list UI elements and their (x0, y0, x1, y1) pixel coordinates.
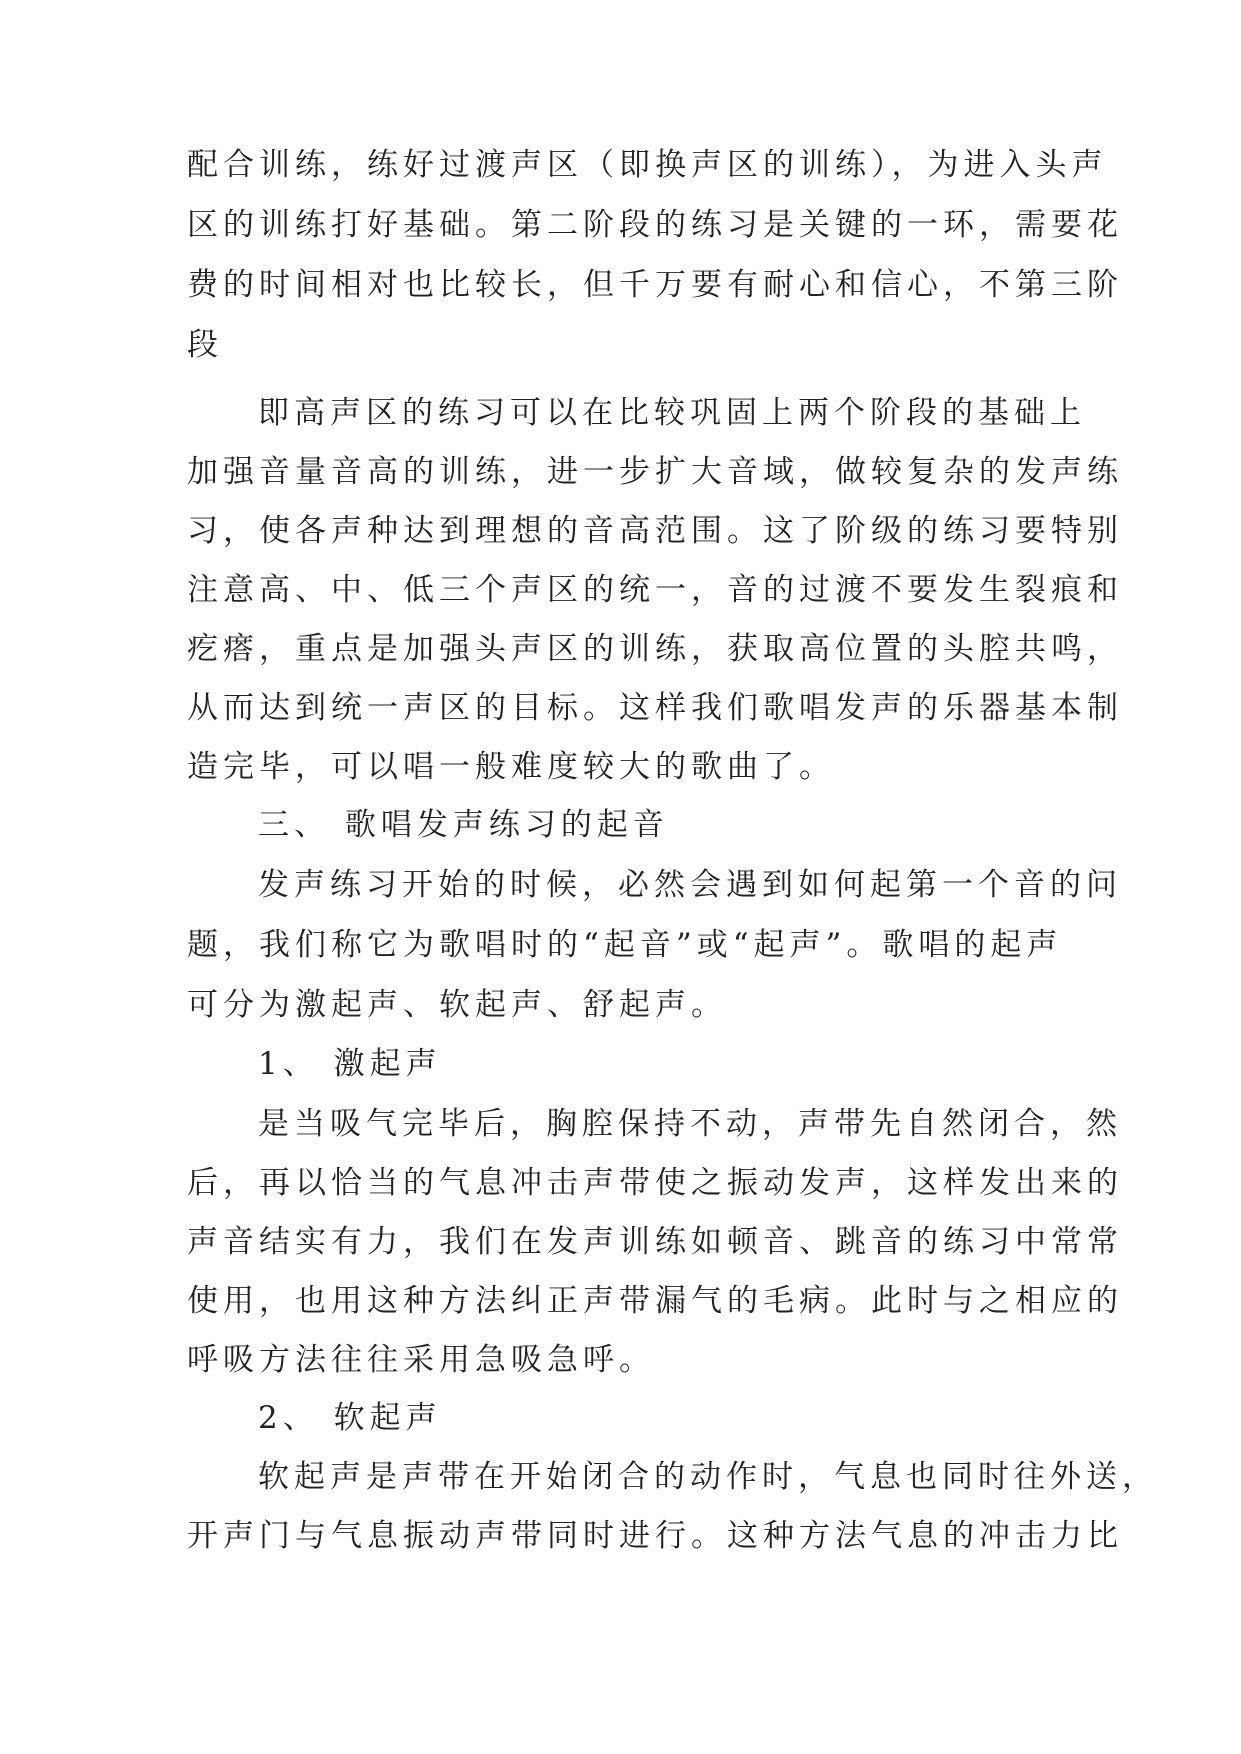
text-line: 区的训练打好基础。第二阶段的练习是关键的一环，需要花 (187, 207, 1123, 243)
subsection-heading: 1、 激起声 (258, 1046, 442, 1082)
text-line: 费的时间相对也比较长，但千万要有耐心和信心，不第三阶 (187, 267, 1123, 303)
text-line: 开声门与气息振动声带同时进行。这种方法气息的冲击力比 (187, 1518, 1123, 1554)
section-heading: 三、 歌唱发声练习的起音 (258, 807, 669, 843)
paragraph-start-line: 发声练习开始的时候，必然会遇到如何起第一个音的问 (258, 867, 1122, 903)
text-line: 声音结实有力，我们在发声训练如顿音、跳音的练习中常常 (187, 1224, 1123, 1260)
text-line: 注意高、中、低三个声区的统一，音的过渡不要发生裂痕和 (187, 572, 1123, 608)
text-line: 可分为激起声、软起声、舒起声。 (187, 987, 727, 1023)
text-line: 从而达到统一声区的目标。这样我们歌唱发声的乐器基本制 (187, 690, 1123, 726)
text-line: 段 (187, 327, 223, 363)
paragraph-start-line: 软起声是声带在开始闭合的动作时，气息也同时往外送， (258, 1459, 1158, 1495)
text-line: 习，使各声种达到理想的音高范围。这了阶级的练习要特别 (187, 513, 1123, 549)
text-line: 造完毕，可以唱一般难度较大的歌曲了。 (187, 749, 835, 785)
text-line: 后，再以恰当的气息冲击声带使之振动发声，这样发出来的 (187, 1165, 1123, 1201)
text-line: 疙瘩，重点是加强头声区的训练，获取高位置的头腔共鸣， (187, 631, 1123, 667)
text-line: 呼吸方法往往采用急吸急呼。 (187, 1342, 655, 1378)
text-line: 使用，也用这种方法纠正声带漏气的毛病。此时与之相应的 (187, 1283, 1123, 1319)
paragraph-start-line: 是当吸气完毕后，胸腔保持不动，声带先自然闭合，然 (258, 1106, 1122, 1142)
text-line: 配合训练，练好过渡声区（即换声区的训练），为进入头声 (187, 147, 1108, 183)
subsection-heading: 2、 软起声 (258, 1400, 442, 1436)
text-line: 题，我们称它为歌唱时的“起音”或“起声”。歌唱的起声 (187, 927, 1063, 963)
text-line: 加强音量音高的训练，进一步扩大音域，做较复杂的发声练 (187, 454, 1123, 490)
paragraph-start-line: 即高声区的练习可以在比较巩固上两个阶段的基础上 (258, 395, 1086, 431)
